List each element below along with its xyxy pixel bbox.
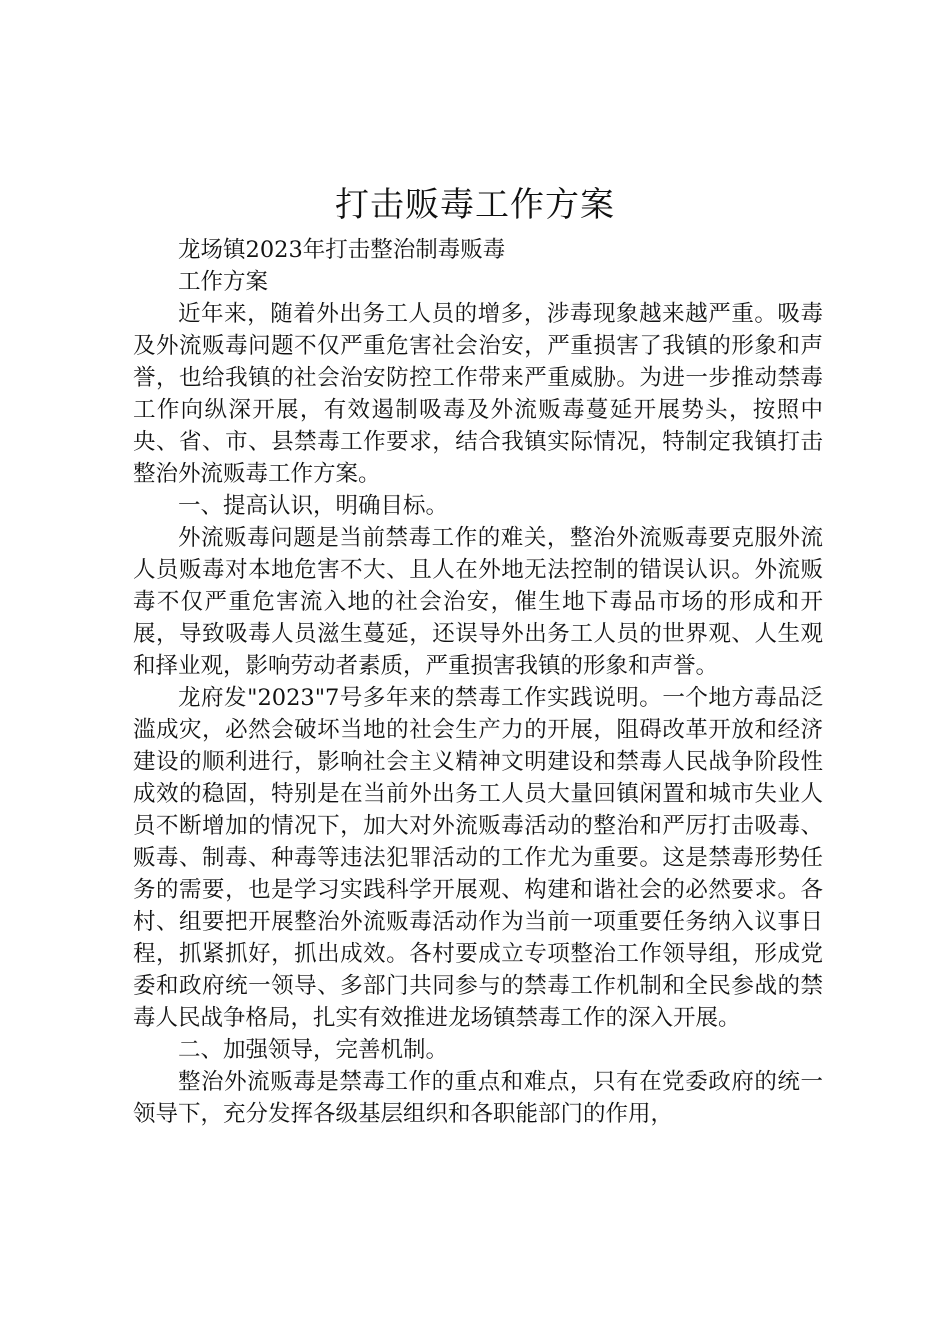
paragraph-practice: 龙府发"2023"7号多年来的禁毒工作实践说明。一个地方毒品泛滥成灾，必然会破坏当地的社会生产力的开展，阻碍改革开放和经济建设的顺利进行，影响社会主义精神文明建设和禁毒人民战争阶段性成效的稳固，特别是在当前外出务工人员大量回镇闲置和城市失业人员不断增加的情况下，加大对外流贩毒活动的整治和严厉打击吸毒、贩毒、制毒、种毒等违法犯罪活动的工作尤为重要。这是禁毒形势任务的需要，也是学习实践科学开展观、构建和谐社会的必然要求。各村、组要把开展整治外流贩毒活动作为当前一项重要任务纳入议事日程，抓紧抓好，抓出成效。各村要成立专项整治工作领导组，形成党委和政府统一领导、多部门共同参与的禁毒工作机制和全民参战的禁毒人民战争格局，扎实有效推进龙场镇禁毒工作的深入开展。 — [133, 685, 823, 1031]
paragraph-intro: 近年来，随着外出务工人员的增多，涉毒现象越来越严重。吸毒及外流贩毒问题不仅严重危害社会治安，严重损害了我镇的形象和声誉，也给我镇的社会治安防控工作带来严重威胁。为进一步推动禁毒工作向纵深开展，有效遏制吸毒及外流贩毒蔓延开展势头，按照中央、省、市、县禁毒工作要求，结合我镇实际情况，特制定我镇打击整治外流贩毒工作方案。 — [133, 301, 823, 487]
section-heading-1: 一、提高认识，明确目标。 — [178, 493, 449, 519]
document-title: 打击贩毒工作方案 — [335, 185, 615, 225]
section-heading-2: 二、加强领导，完善机制。 — [178, 1037, 449, 1063]
paragraph-section-2: 整治外流贩毒是禁毒工作的重点和难点，只有在党委政府的统一领导下，充分发挥各级基层组织和各职能部门的作用， — [133, 1069, 823, 1127]
subtitle-line-1: 龙场镇2023年打击整治制毒贩毒 — [178, 237, 506, 263]
document-body — [133, 234, 823, 1130]
paragraph-section-1: 外流贩毒问题是当前禁毒工作的难关，整治外流贩毒要克服外流人员贩毒对本地危害不大、且人在外地无法控制的错误认识。外流贩毒不仅严重危害流入地的社会治安，催生地下毒品市场的形成和开展，导致吸毒人员滋生蔓延，还误导外出务工人员的世界观、人生观和择业观，影响劳动者素质，严重损害我镇的形象和声誉。 — [133, 525, 823, 679]
subtitle-line-2: 工作方案 — [178, 269, 269, 295]
